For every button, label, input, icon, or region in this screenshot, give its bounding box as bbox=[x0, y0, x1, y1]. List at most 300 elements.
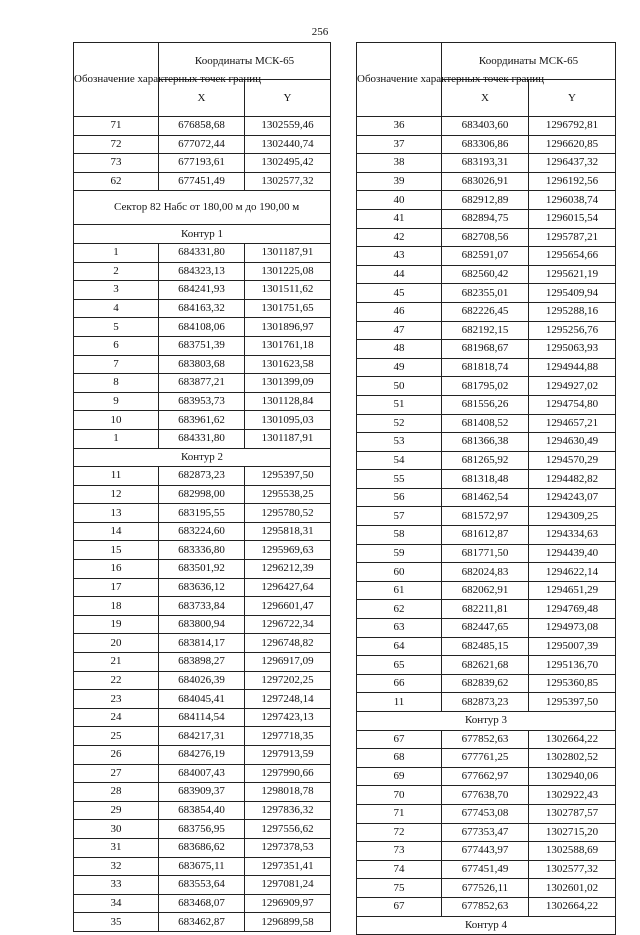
y-coordinate-cell: 1296601,47 bbox=[245, 597, 331, 616]
x-coordinate-cell: 683854,40 bbox=[159, 801, 245, 820]
x-coordinate-cell: 683756,95 bbox=[159, 820, 245, 839]
table-row bbox=[357, 284, 616, 303]
table-row bbox=[74, 262, 331, 281]
section-title: Контур 4 bbox=[357, 916, 616, 935]
y-coordinate-cell: 1296038,74 bbox=[529, 191, 616, 210]
table-row bbox=[357, 172, 616, 191]
table-row bbox=[357, 451, 616, 470]
table-row bbox=[74, 485, 331, 504]
table-row bbox=[357, 804, 616, 823]
point-number-cell: 62 bbox=[357, 600, 442, 619]
x-coordinate-cell: 683686,62 bbox=[159, 838, 245, 857]
table-row bbox=[74, 894, 331, 913]
table-row bbox=[74, 135, 331, 154]
point-number-cell: 9 bbox=[74, 392, 159, 411]
table-row bbox=[74, 541, 331, 560]
y-coordinate-cell: 1301225,08 bbox=[245, 262, 331, 281]
point-number-cell: 37 bbox=[357, 135, 442, 154]
x-coordinate-cell: 684114,54 bbox=[159, 708, 245, 727]
y-coordinate-cell: 1295787,21 bbox=[529, 228, 616, 247]
x-coordinate-cell: 677526,11 bbox=[442, 879, 529, 898]
point-number-cell: 34 bbox=[74, 894, 159, 913]
y-coordinate-cell: 1296792,81 bbox=[529, 117, 616, 136]
y-coordinate-cell: 1294439,40 bbox=[529, 544, 616, 563]
table-row bbox=[74, 913, 331, 932]
table-row bbox=[74, 653, 331, 672]
point-number-cell: 11 bbox=[357, 693, 442, 712]
point-number-cell: 42 bbox=[357, 228, 442, 247]
point-number-cell: 44 bbox=[357, 265, 442, 284]
y-coordinate-cell: 1294944,88 bbox=[529, 358, 616, 377]
x-coordinate-cell: 684217,31 bbox=[159, 727, 245, 746]
point-number-cell: 47 bbox=[357, 321, 442, 340]
x-coordinate-cell: 681462,54 bbox=[442, 488, 529, 507]
x-coordinate-cell: 677072,44 bbox=[159, 135, 245, 154]
point-number-cell: 13 bbox=[74, 504, 159, 523]
table-row bbox=[357, 879, 616, 898]
x-coordinate-cell: 681572,97 bbox=[442, 507, 529, 526]
table-row bbox=[357, 488, 616, 507]
y-coordinate-cell: 1294334,63 bbox=[529, 526, 616, 545]
table-row bbox=[357, 767, 616, 786]
y-coordinate-cell: 1297718,35 bbox=[245, 727, 331, 746]
y-coordinate-cell: 1301399,09 bbox=[245, 374, 331, 393]
y-coordinate-cell: 1295288,16 bbox=[529, 302, 616, 321]
table-row bbox=[357, 358, 616, 377]
table-row bbox=[357, 749, 616, 768]
x-coordinate-cell: 682873,23 bbox=[159, 467, 245, 486]
table-row bbox=[357, 470, 616, 489]
x-coordinate-cell: 684331,80 bbox=[159, 429, 245, 448]
point-number-cell: 64 bbox=[357, 637, 442, 656]
x-coordinate-cell: 681771,50 bbox=[442, 544, 529, 563]
table-row bbox=[357, 693, 616, 712]
x-coordinate-cell: 682211,81 bbox=[442, 600, 529, 619]
point-number-cell: 36 bbox=[357, 117, 442, 136]
x-coordinate-cell: 681318,48 bbox=[442, 470, 529, 489]
x-coordinate-cell: 682192,15 bbox=[442, 321, 529, 340]
table-row bbox=[74, 857, 331, 876]
y-coordinate-cell: 1296722,34 bbox=[245, 615, 331, 634]
point-number-cell: 39 bbox=[357, 172, 442, 191]
x-coordinate-cell: 683803,68 bbox=[159, 355, 245, 374]
y-coordinate-cell: 1302787,57 bbox=[529, 804, 616, 823]
x-coordinate-cell: 683898,27 bbox=[159, 653, 245, 672]
y-coordinate-cell: 1302715,20 bbox=[529, 823, 616, 842]
x-coordinate-cell: 683501,92 bbox=[159, 560, 245, 579]
point-number-cell: 71 bbox=[74, 117, 159, 136]
x-coordinate-cell: 683306,86 bbox=[442, 135, 529, 154]
point-number-cell: 21 bbox=[74, 653, 159, 672]
header-designation: Обозначение характерных точек границ bbox=[357, 43, 442, 117]
x-coordinate-cell: 683961,62 bbox=[159, 411, 245, 430]
x-coordinate-cell: 681408,52 bbox=[442, 414, 529, 433]
table-row bbox=[74, 764, 331, 783]
table-row bbox=[74, 318, 331, 337]
x-coordinate-cell: 682998,00 bbox=[159, 485, 245, 504]
x-coordinate-cell: 677852,63 bbox=[442, 897, 529, 916]
table-row bbox=[357, 377, 616, 396]
table-row bbox=[74, 801, 331, 820]
y-coordinate-cell: 1302922,43 bbox=[529, 786, 616, 805]
table-row bbox=[74, 560, 331, 579]
x-coordinate-cell: 682024,83 bbox=[442, 563, 529, 582]
point-number-cell: 49 bbox=[357, 358, 442, 377]
point-number-cell: 23 bbox=[74, 690, 159, 709]
table-row bbox=[357, 637, 616, 656]
x-coordinate-cell: 683553,64 bbox=[159, 876, 245, 895]
point-number-cell: 28 bbox=[74, 783, 159, 802]
x-coordinate-cell: 682621,68 bbox=[442, 656, 529, 675]
table-row bbox=[357, 581, 616, 600]
table-row bbox=[74, 355, 331, 374]
point-number-cell: 40 bbox=[357, 191, 442, 210]
y-coordinate-cell: 1301896,97 bbox=[245, 318, 331, 337]
x-coordinate-cell: 684276,19 bbox=[159, 746, 245, 765]
x-coordinate-cell: 684045,41 bbox=[159, 690, 245, 709]
y-coordinate-cell: 1297351,41 bbox=[245, 857, 331, 876]
header-coordinates: Координаты МСК-65 bbox=[159, 43, 331, 80]
y-coordinate-cell: 1297556,62 bbox=[245, 820, 331, 839]
x-coordinate-cell: 677453,08 bbox=[442, 804, 529, 823]
point-number-cell: 14 bbox=[74, 522, 159, 541]
x-coordinate-cell: 684007,43 bbox=[159, 764, 245, 783]
point-number-cell: 33 bbox=[74, 876, 159, 895]
point-number-cell: 2 bbox=[74, 262, 159, 281]
point-number-cell: 73 bbox=[74, 154, 159, 173]
y-coordinate-cell: 1301751,65 bbox=[245, 299, 331, 318]
table-row bbox=[74, 281, 331, 300]
y-coordinate-cell: 1298018,78 bbox=[245, 783, 331, 802]
x-coordinate-cell: 682447,65 bbox=[442, 619, 529, 638]
table-row bbox=[357, 507, 616, 526]
x-coordinate-cell: 681265,92 bbox=[442, 451, 529, 470]
point-number-cell: 5 bbox=[74, 318, 159, 337]
table-row bbox=[74, 876, 331, 895]
table-row bbox=[74, 634, 331, 653]
point-number-cell: 74 bbox=[357, 860, 442, 879]
y-coordinate-cell: 1294973,08 bbox=[529, 619, 616, 638]
x-coordinate-cell: 677638,70 bbox=[442, 786, 529, 805]
y-coordinate-cell: 1297378,53 bbox=[245, 838, 331, 857]
x-coordinate-cell: 677353,47 bbox=[442, 823, 529, 842]
x-coordinate-cell: 684241,93 bbox=[159, 281, 245, 300]
table-row bbox=[357, 842, 616, 861]
point-number-cell: 1 bbox=[74, 429, 159, 448]
table-row bbox=[357, 209, 616, 228]
y-coordinate-cell: 1295063,93 bbox=[529, 340, 616, 359]
table-row bbox=[74, 117, 331, 136]
y-coordinate-cell: 1297836,32 bbox=[245, 801, 331, 820]
point-number-cell: 62 bbox=[74, 172, 159, 191]
y-coordinate-cell: 1296427,64 bbox=[245, 578, 331, 597]
table-row bbox=[74, 504, 331, 523]
y-coordinate-cell: 1295654,66 bbox=[529, 247, 616, 266]
y-coordinate-cell: 1302601,02 bbox=[529, 879, 616, 898]
point-number-cell: 19 bbox=[74, 615, 159, 634]
point-number-cell: 26 bbox=[74, 746, 159, 765]
y-coordinate-cell: 1296192,56 bbox=[529, 172, 616, 191]
y-coordinate-cell: 1295360,85 bbox=[529, 674, 616, 693]
x-coordinate-cell: 682708,56 bbox=[442, 228, 529, 247]
y-coordinate-cell: 1296620,85 bbox=[529, 135, 616, 154]
coordinates-table-right bbox=[356, 42, 616, 935]
x-coordinate-cell: 682485,15 bbox=[442, 637, 529, 656]
y-coordinate-cell: 1294754,80 bbox=[529, 395, 616, 414]
y-coordinate-cell: 1301623,58 bbox=[245, 355, 331, 374]
point-number-cell: 11 bbox=[74, 467, 159, 486]
point-number-cell: 53 bbox=[357, 433, 442, 452]
table-row bbox=[74, 578, 331, 597]
x-coordinate-cell: 684331,80 bbox=[159, 243, 245, 262]
table-row bbox=[74, 708, 331, 727]
table-row bbox=[74, 429, 331, 448]
point-number-cell: 46 bbox=[357, 302, 442, 321]
y-coordinate-cell: 1294769,48 bbox=[529, 600, 616, 619]
y-coordinate-cell: 1302577,32 bbox=[245, 172, 331, 191]
table-row bbox=[74, 299, 331, 318]
y-coordinate-cell: 1295621,19 bbox=[529, 265, 616, 284]
x-coordinate-cell: 682226,45 bbox=[442, 302, 529, 321]
point-number-cell: 65 bbox=[357, 656, 442, 675]
table-row bbox=[357, 860, 616, 879]
point-number-cell: 10 bbox=[74, 411, 159, 430]
y-coordinate-cell: 1297990,66 bbox=[245, 764, 331, 783]
x-coordinate-cell: 683800,94 bbox=[159, 615, 245, 634]
point-number-cell: 55 bbox=[357, 470, 442, 489]
table-row bbox=[357, 321, 616, 340]
x-coordinate-cell: 682839,62 bbox=[442, 674, 529, 693]
y-coordinate-cell: 1294482,82 bbox=[529, 470, 616, 489]
point-number-cell: 31 bbox=[74, 838, 159, 857]
point-number-cell: 6 bbox=[74, 336, 159, 355]
y-coordinate-cell: 1294927,02 bbox=[529, 377, 616, 396]
x-coordinate-cell: 676858,68 bbox=[159, 117, 245, 136]
table-row bbox=[357, 265, 616, 284]
table-row bbox=[74, 243, 331, 262]
y-coordinate-cell: 1294657,21 bbox=[529, 414, 616, 433]
table-body-right bbox=[357, 117, 616, 935]
table-row bbox=[357, 228, 616, 247]
y-coordinate-cell: 1297423,13 bbox=[245, 708, 331, 727]
table-row bbox=[74, 597, 331, 616]
table-row bbox=[357, 897, 616, 916]
point-number-cell: 45 bbox=[357, 284, 442, 303]
point-number-cell: 73 bbox=[357, 842, 442, 861]
x-coordinate-cell: 683953,73 bbox=[159, 392, 245, 411]
y-coordinate-cell: 1302577,32 bbox=[529, 860, 616, 879]
table-row bbox=[74, 411, 331, 430]
x-coordinate-cell: 683636,12 bbox=[159, 578, 245, 597]
y-coordinate-cell: 1296909,97 bbox=[245, 894, 331, 913]
point-number-cell: 27 bbox=[74, 764, 159, 783]
x-coordinate-cell: 682062,91 bbox=[442, 581, 529, 600]
y-coordinate-cell: 1302664,22 bbox=[529, 730, 616, 749]
x-coordinate-cell: 683814,17 bbox=[159, 634, 245, 653]
y-coordinate-cell: 1296437,32 bbox=[529, 154, 616, 173]
point-number-cell: 72 bbox=[74, 135, 159, 154]
table-row bbox=[357, 414, 616, 433]
section-row bbox=[74, 225, 331, 244]
point-number-cell: 25 bbox=[74, 727, 159, 746]
y-coordinate-cell: 1301187,91 bbox=[245, 429, 331, 448]
section-row bbox=[357, 916, 616, 935]
y-coordinate-cell: 1296748,82 bbox=[245, 634, 331, 653]
point-number-cell: 56 bbox=[357, 488, 442, 507]
point-number-cell: 68 bbox=[357, 749, 442, 768]
header-designation: Обозначение характерных точек границ bbox=[74, 43, 159, 117]
x-coordinate-cell: 683026,91 bbox=[442, 172, 529, 191]
point-number-cell: 30 bbox=[74, 820, 159, 839]
table-row bbox=[357, 563, 616, 582]
table-row bbox=[357, 191, 616, 210]
point-number-cell: 20 bbox=[74, 634, 159, 653]
x-coordinate-cell: 683462,87 bbox=[159, 913, 245, 932]
y-coordinate-cell: 1302664,22 bbox=[529, 897, 616, 916]
y-coordinate-cell: 1294309,25 bbox=[529, 507, 616, 526]
x-coordinate-cell: 684108,06 bbox=[159, 318, 245, 337]
point-number-cell: 32 bbox=[74, 857, 159, 876]
point-number-cell: 69 bbox=[357, 767, 442, 786]
x-coordinate-cell: 677451,49 bbox=[159, 172, 245, 191]
table-row bbox=[357, 619, 616, 638]
point-number-cell: 66 bbox=[357, 674, 442, 693]
point-number-cell: 58 bbox=[357, 526, 442, 545]
table-row bbox=[357, 340, 616, 359]
x-coordinate-cell: 677662,97 bbox=[442, 767, 529, 786]
y-coordinate-cell: 1296212,39 bbox=[245, 560, 331, 579]
y-coordinate-cell: 1294243,07 bbox=[529, 488, 616, 507]
x-coordinate-cell: 684323,13 bbox=[159, 262, 245, 281]
section-title: Сектор 82 Набс от 180,00 м до 190,00 м bbox=[74, 191, 331, 225]
x-coordinate-cell: 683675,11 bbox=[159, 857, 245, 876]
y-coordinate-cell: 1302802,52 bbox=[529, 749, 616, 768]
point-number-cell: 50 bbox=[357, 377, 442, 396]
point-number-cell: 59 bbox=[357, 544, 442, 563]
y-coordinate-cell: 1302495,42 bbox=[245, 154, 331, 173]
table-row bbox=[357, 433, 616, 452]
x-coordinate-cell: 682560,42 bbox=[442, 265, 529, 284]
point-number-cell: 70 bbox=[357, 786, 442, 805]
x-coordinate-cell: 683877,21 bbox=[159, 374, 245, 393]
table-row bbox=[74, 392, 331, 411]
x-coordinate-cell: 682591,07 bbox=[442, 247, 529, 266]
x-coordinate-cell: 683336,80 bbox=[159, 541, 245, 560]
table-row bbox=[357, 730, 616, 749]
table-row bbox=[357, 823, 616, 842]
x-coordinate-cell: 681612,87 bbox=[442, 526, 529, 545]
table-body-left bbox=[74, 117, 331, 932]
point-number-cell: 35 bbox=[74, 913, 159, 932]
table-row bbox=[74, 336, 331, 355]
x-coordinate-cell: 683403,60 bbox=[442, 117, 529, 136]
table-row bbox=[74, 727, 331, 746]
point-number-cell: 4 bbox=[74, 299, 159, 318]
y-coordinate-cell: 1296899,58 bbox=[245, 913, 331, 932]
table-row bbox=[357, 117, 616, 136]
point-number-cell: 17 bbox=[74, 578, 159, 597]
y-coordinate-cell: 1295969,63 bbox=[245, 541, 331, 560]
point-number-cell: 7 bbox=[74, 355, 159, 374]
point-number-cell: 41 bbox=[357, 209, 442, 228]
point-number-cell: 12 bbox=[74, 485, 159, 504]
point-number-cell: 72 bbox=[357, 823, 442, 842]
table-row bbox=[357, 154, 616, 173]
point-number-cell: 1 bbox=[74, 243, 159, 262]
x-coordinate-cell: 681795,02 bbox=[442, 377, 529, 396]
point-number-cell: 67 bbox=[357, 897, 442, 916]
point-number-cell: 24 bbox=[74, 708, 159, 727]
x-coordinate-cell: 677443,97 bbox=[442, 842, 529, 861]
x-coordinate-cell: 682873,23 bbox=[442, 693, 529, 712]
y-coordinate-cell: 1296015,54 bbox=[529, 209, 616, 228]
table-row bbox=[74, 671, 331, 690]
y-coordinate-cell: 1294630,49 bbox=[529, 433, 616, 452]
table-row bbox=[357, 786, 616, 805]
y-coordinate-cell: 1294622,14 bbox=[529, 563, 616, 582]
x-coordinate-cell: 683193,31 bbox=[442, 154, 529, 173]
y-coordinate-cell: 1302588,69 bbox=[529, 842, 616, 861]
x-coordinate-cell: 677852,63 bbox=[442, 730, 529, 749]
x-coordinate-cell: 677193,61 bbox=[159, 154, 245, 173]
x-coordinate-cell: 683909,37 bbox=[159, 783, 245, 802]
point-number-cell: 57 bbox=[357, 507, 442, 526]
point-number-cell: 71 bbox=[357, 804, 442, 823]
point-number-cell: 8 bbox=[74, 374, 159, 393]
section-row bbox=[357, 712, 616, 731]
point-number-cell: 22 bbox=[74, 671, 159, 690]
point-number-cell: 43 bbox=[357, 247, 442, 266]
page-number: 256 bbox=[311, 26, 329, 38]
x-coordinate-cell: 683751,39 bbox=[159, 336, 245, 355]
table-row bbox=[74, 522, 331, 541]
point-number-cell: 61 bbox=[357, 581, 442, 600]
header-x: X bbox=[442, 80, 529, 117]
table-row bbox=[357, 526, 616, 545]
y-coordinate-cell: 1295409,94 bbox=[529, 284, 616, 303]
point-number-cell: 16 bbox=[74, 560, 159, 579]
table-row bbox=[357, 674, 616, 693]
y-coordinate-cell: 1301128,84 bbox=[245, 392, 331, 411]
table-row bbox=[74, 838, 331, 857]
section-title: Контур 1 bbox=[74, 225, 331, 244]
y-coordinate-cell: 1295397,50 bbox=[529, 693, 616, 712]
table-row bbox=[74, 690, 331, 709]
x-coordinate-cell: 677761,25 bbox=[442, 749, 529, 768]
table-row bbox=[74, 746, 331, 765]
x-coordinate-cell: 681556,26 bbox=[442, 395, 529, 414]
section-title: Контур 3 bbox=[357, 712, 616, 731]
table-row bbox=[74, 172, 331, 191]
header-x: X bbox=[159, 80, 245, 117]
x-coordinate-cell: 682355,01 bbox=[442, 284, 529, 303]
y-coordinate-cell: 1302559,46 bbox=[245, 117, 331, 136]
y-coordinate-cell: 1295818,31 bbox=[245, 522, 331, 541]
header-coordinates: Координаты МСК-65 bbox=[442, 43, 616, 80]
section-title: Контур 2 bbox=[74, 448, 331, 467]
table-row bbox=[74, 154, 331, 173]
point-number-cell: 51 bbox=[357, 395, 442, 414]
point-number-cell: 3 bbox=[74, 281, 159, 300]
x-coordinate-cell: 683733,84 bbox=[159, 597, 245, 616]
y-coordinate-cell: 1295256,76 bbox=[529, 321, 616, 340]
table-row bbox=[357, 544, 616, 563]
x-coordinate-cell: 683468,07 bbox=[159, 894, 245, 913]
table-row bbox=[74, 820, 331, 839]
point-number-cell: 67 bbox=[357, 730, 442, 749]
y-coordinate-cell: 1295007,39 bbox=[529, 637, 616, 656]
x-coordinate-cell: 684163,32 bbox=[159, 299, 245, 318]
